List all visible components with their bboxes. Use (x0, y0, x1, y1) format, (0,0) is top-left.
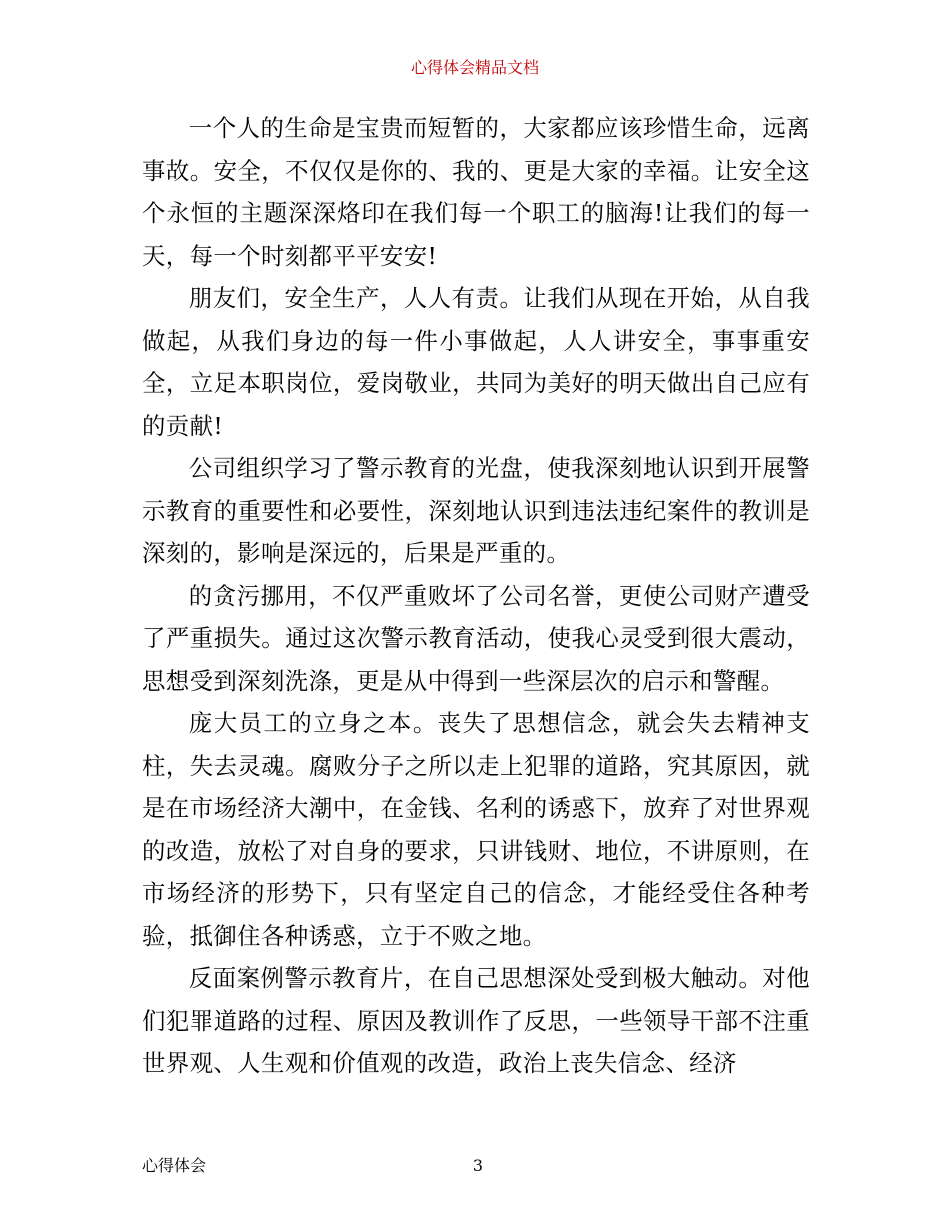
paragraph-6: 反面案例警示教育片，在自己思想深处受到极大触动。对他们犯罪道路的过程、原因及教训作了反思，一些领导干部不注重世界观、人生观和价值观的改造，政治上丧失信念、经济 (142, 964, 810, 1077)
page-number: 3 (472, 1156, 484, 1175)
paragraph-3: 公司组织学习了警示教育的光盘，使我深刻地认识到开展警示教育的重要性和必要性，深刻地认识到违法违纪案件的教训是深刻的，影响是深远的，后果是严重的。 (142, 454, 810, 567)
paragraph-1: 一个人的生命是宝贵而短暂的，大家都应该珍惜生命，远离事故。安全，不仅仅是你的、我的、更是大家的幸福。让安全这个永恒的主题深深烙印在我们每一个职工的脑海!让我们的每一天，每一个时刻都平平安安! (142, 114, 810, 270)
document-header-title: 心得体会精品文档 (410, 58, 539, 77)
document-body (142, 107, 810, 1085)
paragraph-4: 的贪污挪用，不仅严重败坏了公司名誉，更使公司财产遭受了严重损失。通过这次警示教育活动，使我心灵受到很大震动，思想受到深刻洗涤，更是从中得到一些深层次的启示和警醒。 (142, 581, 810, 695)
paragraph-2: 朋友们，安全生产，人人有责。让我们从现在开始，从自我做起，从我们身边的每一件小事做起，人人讲安全，事事重安全，立足本职岗位，爱岗敬业，共同为美好的明天做出自己应有的贡献! (142, 284, 810, 440)
footer-label: 心得体会 (142, 1156, 207, 1175)
paragraph-5: 庞大员工的立身之本。丧失了思想信念，就会失去精神支柱，失去灵魂。腐败分子之所以走上犯罪的道路，究其原因，就是在市场经济大潮中，在金钱、名利的诱惑下，放弃了对世界观的改造，放松了对自身的要求，只讲钱财、地位，不讲原则，在市场经济的形势下，只有坚定自己的信念，才能经受住各种考验，抵御住各种诱惑，立于不败之地。 (142, 709, 810, 950)
